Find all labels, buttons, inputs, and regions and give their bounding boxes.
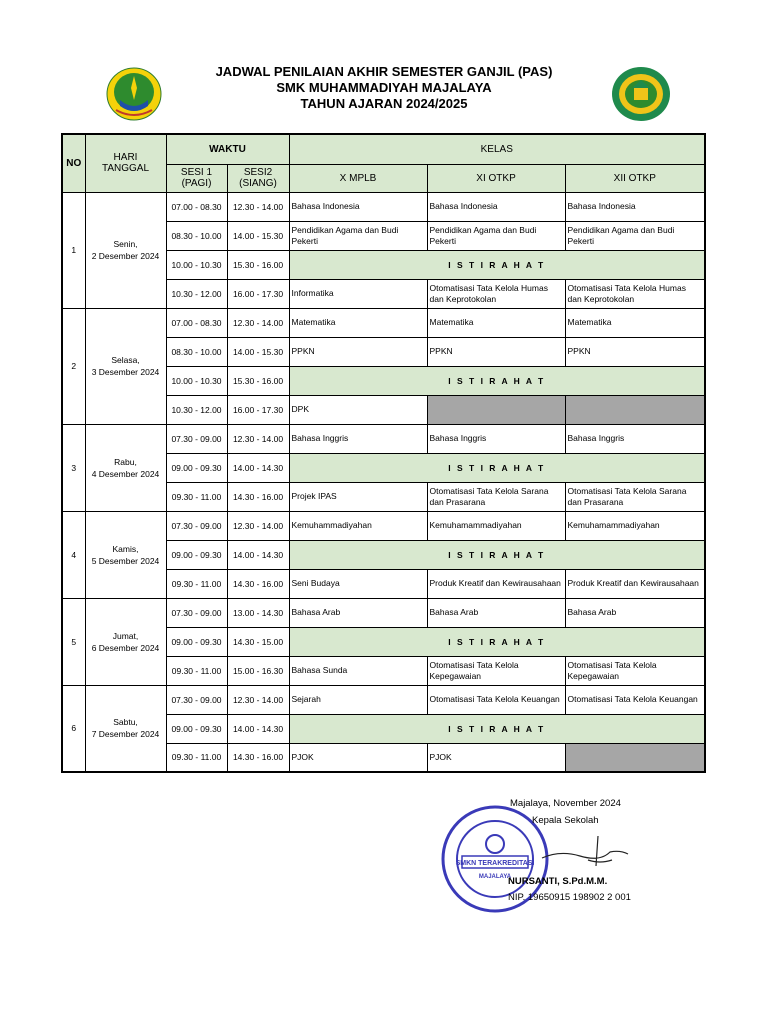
title-line-1: JADWAL PENILAIAN AKHIR SEMESTER GANJIL (PAS) xyxy=(215,64,553,79)
subject-cell: Bahasa Arab xyxy=(565,598,705,627)
session1-time: 09.30 - 11.00 xyxy=(166,656,227,685)
day-date: 5 Desember 2024 xyxy=(91,555,160,566)
subject-cell: Seni Budaya xyxy=(289,569,427,598)
subject-cell: Kemuhamammadiyahan xyxy=(565,511,705,540)
day-number: 4 xyxy=(62,511,85,598)
signer-nip: NIP. 19650915 198902 2 001 xyxy=(508,892,631,903)
session1-time: 10.30 - 12.00 xyxy=(166,279,227,308)
day-number: 2 xyxy=(62,308,85,424)
subject-cell: Pendidikan Agama dan Budi Pekerti xyxy=(289,221,427,250)
day-number: 3 xyxy=(62,424,85,511)
session1-time: 08.30 - 10.00 xyxy=(166,337,227,366)
stamp-city: MAJALAYA xyxy=(478,874,512,880)
day-date-cell xyxy=(85,308,166,424)
header-sesi1 xyxy=(166,164,227,192)
subject-cell: Bahasa Indonesia xyxy=(427,192,565,221)
title-line-2: SMK MUHAMMADIYAH MAJALAYA xyxy=(276,80,492,95)
session2-time: 14.30 - 16.00 xyxy=(227,569,289,598)
day-date: 3 Desember 2024 xyxy=(91,367,160,377)
signature-block xyxy=(440,796,680,906)
day-date-cell xyxy=(85,424,166,511)
subject-cell: Otomatisasi Tata Kelola Sarana dan Prasarana xyxy=(427,482,565,511)
subject-cell: Otomatisasi Tata Kelola Keuangan xyxy=(565,685,705,714)
session1-time: 09.30 - 11.00 xyxy=(166,743,227,772)
session1-time: 09.00 - 09.30 xyxy=(166,540,227,569)
subject-cell: Kemuhamammadiyahan xyxy=(427,511,565,540)
day-number: 1 xyxy=(62,192,85,308)
subject-cell: Produk Kreatif dan Kewirausahaan xyxy=(427,569,565,598)
school-logo xyxy=(610,66,672,122)
subject-cell: Otomatisasi Tata Kelola Kepegawaian xyxy=(565,656,705,685)
day-date-cell xyxy=(85,598,166,685)
title-line-3: TAHUN AJARAN 2024/2025 xyxy=(300,96,468,111)
subject-cell: Otomatisasi Tata Kelola Keuangan xyxy=(427,685,565,714)
session2-time: 14.00 - 14.30 xyxy=(227,540,289,569)
header-sesi1-label: SESI 1 xyxy=(180,167,213,178)
handwritten-signature xyxy=(540,830,630,870)
day-date: 4 Desember 2024 xyxy=(91,468,160,479)
header-tanggal: TANGGAL xyxy=(101,163,150,175)
table-row xyxy=(62,192,705,221)
break-cell: I S T I R A H A T xyxy=(289,714,705,743)
day-name: Rabu, xyxy=(114,456,137,467)
signer-role: Kepala Sekolah xyxy=(532,815,599,826)
day-date: 6 Desember 2024 xyxy=(91,642,160,653)
table-row xyxy=(62,598,705,627)
subject-cell: Matematika xyxy=(289,308,427,337)
day-number: 6 xyxy=(62,685,85,772)
break-cell: I S T I R A H A T xyxy=(289,627,705,656)
day-number: 5 xyxy=(62,598,85,685)
session2-time: 12.30 - 14.00 xyxy=(227,685,289,714)
subject-cell: Bahasa Indonesia xyxy=(289,192,427,221)
subject-cell: Bahasa Inggris xyxy=(565,424,705,453)
session2-time: 14.30 - 16.00 xyxy=(227,482,289,511)
header-sesi2-label: SESI2 xyxy=(243,167,273,178)
subject-cell: Bahasa Arab xyxy=(289,598,427,627)
session2-time: 14.00 - 14.30 xyxy=(227,714,289,743)
day-date: 2 Desember 2024 xyxy=(91,251,160,261)
subject-cell: Projek IPAS xyxy=(289,482,427,511)
session2-time: 14.00 - 14.30 xyxy=(227,453,289,482)
table-row xyxy=(62,685,705,714)
session2-time: 12.30 - 14.00 xyxy=(227,192,289,221)
session1-time: 09.30 - 11.00 xyxy=(166,569,227,598)
session2-time: 14.30 - 15.00 xyxy=(227,627,289,656)
session2-time: 13.00 - 14.30 xyxy=(227,598,289,627)
session2-time: 14.30 - 16.00 xyxy=(227,743,289,772)
day-name: Selasa, xyxy=(111,355,140,365)
session1-time: 09.00 - 09.30 xyxy=(166,453,227,482)
session1-time: 07.30 - 09.00 xyxy=(166,598,227,627)
table-row xyxy=(62,308,705,337)
session2-time: 15.00 - 16.30 xyxy=(227,656,289,685)
day-name: Kamis, xyxy=(112,543,139,554)
session1-time: 09.00 - 09.30 xyxy=(166,714,227,743)
header-sesi2-sub: (SIANG) xyxy=(239,178,277,189)
session1-time: 07.30 - 09.00 xyxy=(166,685,227,714)
break-cell: I S T I R A H A T xyxy=(289,540,705,569)
subject-cell: Otomatisasi Tata Kelola Kepegawaian xyxy=(427,656,565,685)
day-date-cell xyxy=(85,685,166,772)
subject-cell: PPKN xyxy=(289,337,427,366)
subject-cell: Bahasa Inggris xyxy=(289,424,427,453)
subject-cell: Bahasa Indonesia xyxy=(565,192,705,221)
header-no: NO xyxy=(62,134,85,192)
day-name: Senin, xyxy=(113,239,138,249)
subject-cell: PPKN xyxy=(427,337,565,366)
subject-cell: Bahasa Inggris xyxy=(427,424,565,453)
session2-time: 16.00 - 17.30 xyxy=(227,395,289,424)
subject-cell: Informatika xyxy=(289,279,427,308)
session2-time: 15.30 - 16.00 xyxy=(227,366,289,395)
session1-time: 07.00 - 08.30 xyxy=(166,192,227,221)
empty-cell xyxy=(565,395,705,424)
subject-cell: Bahasa Arab xyxy=(427,598,565,627)
subject-cell: PPKN xyxy=(565,337,705,366)
day-date: 7 Desember 2024 xyxy=(91,729,160,740)
subject-cell: Sejarah xyxy=(289,685,427,714)
session2-time: 12.30 - 14.00 xyxy=(227,308,289,337)
session2-time: 12.30 - 14.00 xyxy=(227,424,289,453)
session1-time: 09.00 - 09.30 xyxy=(166,627,227,656)
table-row xyxy=(62,424,705,453)
subject-cell: Matematika xyxy=(427,308,565,337)
session1-time: 08.30 - 10.00 xyxy=(166,221,227,250)
session1-time: 07.00 - 08.30 xyxy=(166,308,227,337)
subject-cell: Pendidikan Agama dan Budi Pekerti xyxy=(565,221,705,250)
day-date-cell xyxy=(85,511,166,598)
header-hari: HARI xyxy=(113,152,138,164)
break-cell: I S T I R A H A T xyxy=(289,250,705,279)
subject-cell: Pendidikan Agama dan Budi Pekerti xyxy=(427,221,565,250)
session2-time: 16.00 - 17.30 xyxy=(227,279,289,308)
place-date: Majalaya, November 2024 xyxy=(510,798,621,809)
subject-cell: Kemuhammadiyahan xyxy=(289,511,427,540)
break-cell: I S T I R A H A T xyxy=(289,366,705,395)
session2-time: 12.30 - 14.00 xyxy=(227,511,289,540)
session2-time: 15.30 - 16.00 xyxy=(227,250,289,279)
break-cell: I S T I R A H A T xyxy=(289,453,705,482)
empty-cell xyxy=(427,395,565,424)
session1-time: 10.30 - 12.00 xyxy=(166,395,227,424)
session1-time: 09.30 - 11.00 xyxy=(166,482,227,511)
header-x-mplb: X MPLB xyxy=(289,164,427,192)
exam-schedule-table xyxy=(61,133,706,773)
day-date-cell xyxy=(85,192,166,308)
header-sesi2 xyxy=(227,164,289,192)
session1-time: 07.30 - 09.00 xyxy=(166,511,227,540)
day-name: Sabtu, xyxy=(113,717,138,728)
subject-cell: PJOK xyxy=(289,743,427,772)
header-sesi1-sub: (PAGI) xyxy=(181,178,212,189)
signer-name: NURSANTI, S.Pd.M.M. xyxy=(508,876,608,887)
header-kelas: KELAS xyxy=(289,134,705,164)
stamp-text: SMKN TERAKREDITASI xyxy=(455,860,535,867)
day-name: Jumat, xyxy=(112,630,139,641)
subject-cell: Matematika xyxy=(565,308,705,337)
subject-cell: Bahasa Sunda xyxy=(289,656,427,685)
subject-cell: Otomatisasi Tata Kelola Sarana dan Prasarana xyxy=(565,482,705,511)
subject-cell: DPK xyxy=(289,395,427,424)
subject-cell: PJOK xyxy=(427,743,565,772)
header-waktu: WAKTU xyxy=(166,134,289,164)
session2-time: 14.00 - 15.30 xyxy=(227,221,289,250)
table-row xyxy=(62,511,705,540)
subject-cell: Otomatisasi Tata Kelola Humas dan Keprotokolan xyxy=(427,279,565,308)
subject-cell: Otomatisasi Tata Kelola Humas dan Keprotokolan xyxy=(565,279,705,308)
header-xii-otkp: XII OTKP xyxy=(565,164,705,192)
session1-time: 10.00 - 10.30 xyxy=(166,250,227,279)
header-xi-otkp: XI OTKP xyxy=(427,164,565,192)
empty-cell xyxy=(565,743,705,772)
subject-cell: Produk Kreatif dan Kewirausahaan xyxy=(565,569,705,598)
session1-time: 10.00 - 10.30 xyxy=(166,366,227,395)
session2-time: 14.00 - 15.30 xyxy=(227,337,289,366)
header-day-date xyxy=(85,134,166,192)
session1-time: 07.30 - 09.00 xyxy=(166,424,227,453)
